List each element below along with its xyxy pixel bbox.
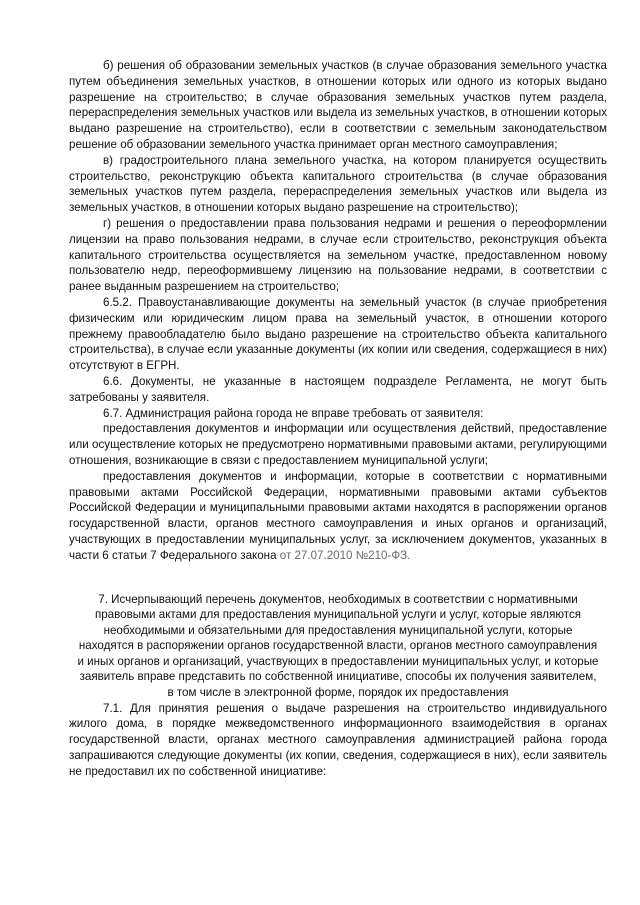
federal-law-link[interactable]: от 27.07.2010 №210-ФЗ. <box>279 548 411 562</box>
paragraph-6-7-item-1: предоставления документов и информации или осуществления действий, предоставление или осуществление которых не предусмотрено нормативными правовыми актами, регулирующими отношения, возникающие в связи с предоставлением муниципальной услуги; <box>69 422 607 467</box>
paragraph-7-1: 7.1. Для принятия решения о выдаче разрешения на строительство индивидуального жилого дома, в порядке межведомственного информационного взаимодействия в органах государственной власти, органах местного самоуправления администрацией района города запрашиваются следующие документы (их копии, сведения, содержащиеся в них), если заявитель не предоставил их по собственной инициативе: <box>69 701 607 778</box>
paragraph-6-7-item-2-text: предоставления документов и информации, которые в соответствии с нормативными правовыми актами Российской Федерации, нормативными правовыми актами субъектов Российской Федерации и муниципальными правовыми актами находятся в распоряжении органов государственной власти, органов местного самоуправления и иных органов и организаций, участвующих в предоставлении муниципальных услуг, за исключением документов, указанных в части 6 статьи 7 Федерального закона <box>69 469 607 562</box>
section-7-heading: 7. Исчерпывающий перечень документов, необходимых в соответствии с нормативными правовыми актами для предоставления муниципальной услуги и услуг, которые являются необходимыми и обязательными для предоставления муниципальной услуги, которые находятся в распоряжении органов государственной власти, органов местного самоуправления и иных органов и организаций, участвующих в предоставлении муниципальных услуг, и которые заявитель вправе представить по собственной инициативе, способы их получения заявителем, в том числе в электронной форме, порядок их предоставления <box>77 592 599 700</box>
paragraph-6-7: 6.7. Администрация района города не вправе требовать от заявителя: <box>103 406 484 420</box>
paragraph-6-5-1-b: б) решения об образовании земельных участков (в случае образования земельного участка путем объединения земельных участков, в отношении которых или одного из которых выдано разрешение на строительство; в случае образования земельных участков путем раздела, перераспределения земельных участков или выдела из земельных участков, в отношении которых выдано разрешение на строительство), если в соответствии с земельным законодательством решение об образовании земельного участка принимает орган местного самоуправления; <box>69 59 607 151</box>
paragraph-6-5-1-v: в) градостроительного плана земельного участка, на котором планируется осуществить строительство, реконструкцию объекта капитального строительства (в случае образования земельных участков путем раздела, перераспределения земельных участков или выдела из земельных участков, в отношении которых выдано разрешение на строительство); <box>69 153 607 215</box>
paragraph-6-7-item-2 <box>69 469 607 564</box>
paragraph-6-5-1-g: г) решения о предоставлении права пользования недрами и решения о переоформлении лицензии на право пользования недрами, в случае если строительство, реконструкция объекта капитального строительства осуществляется на земельном участке, предоставленном новому пользователю недр, переоформившему лицензию на пользование недрами, в соответствии с ранее выданным разрешением на строительство; <box>69 216 607 294</box>
document-page <box>69 58 607 780</box>
paragraph-6-6: 6.6. Документы, не указанные в настоящем подразделе Регламента, не могут быть затребованы у заявителя. <box>69 374 607 404</box>
paragraph-6-5-2: 6.5.2. Правоустанавливающие документы на земельный участок (в случае приобретения физическим или юридическим лицом права на земельный участок, в отношении которого прежнему правообладателю было выдано разрешение на строительство объекта капитального строительства), в случае если указанные документы (их копии или сведения, содержащиеся в них) отсутствуют в ЕГРН. <box>69 295 607 373</box>
